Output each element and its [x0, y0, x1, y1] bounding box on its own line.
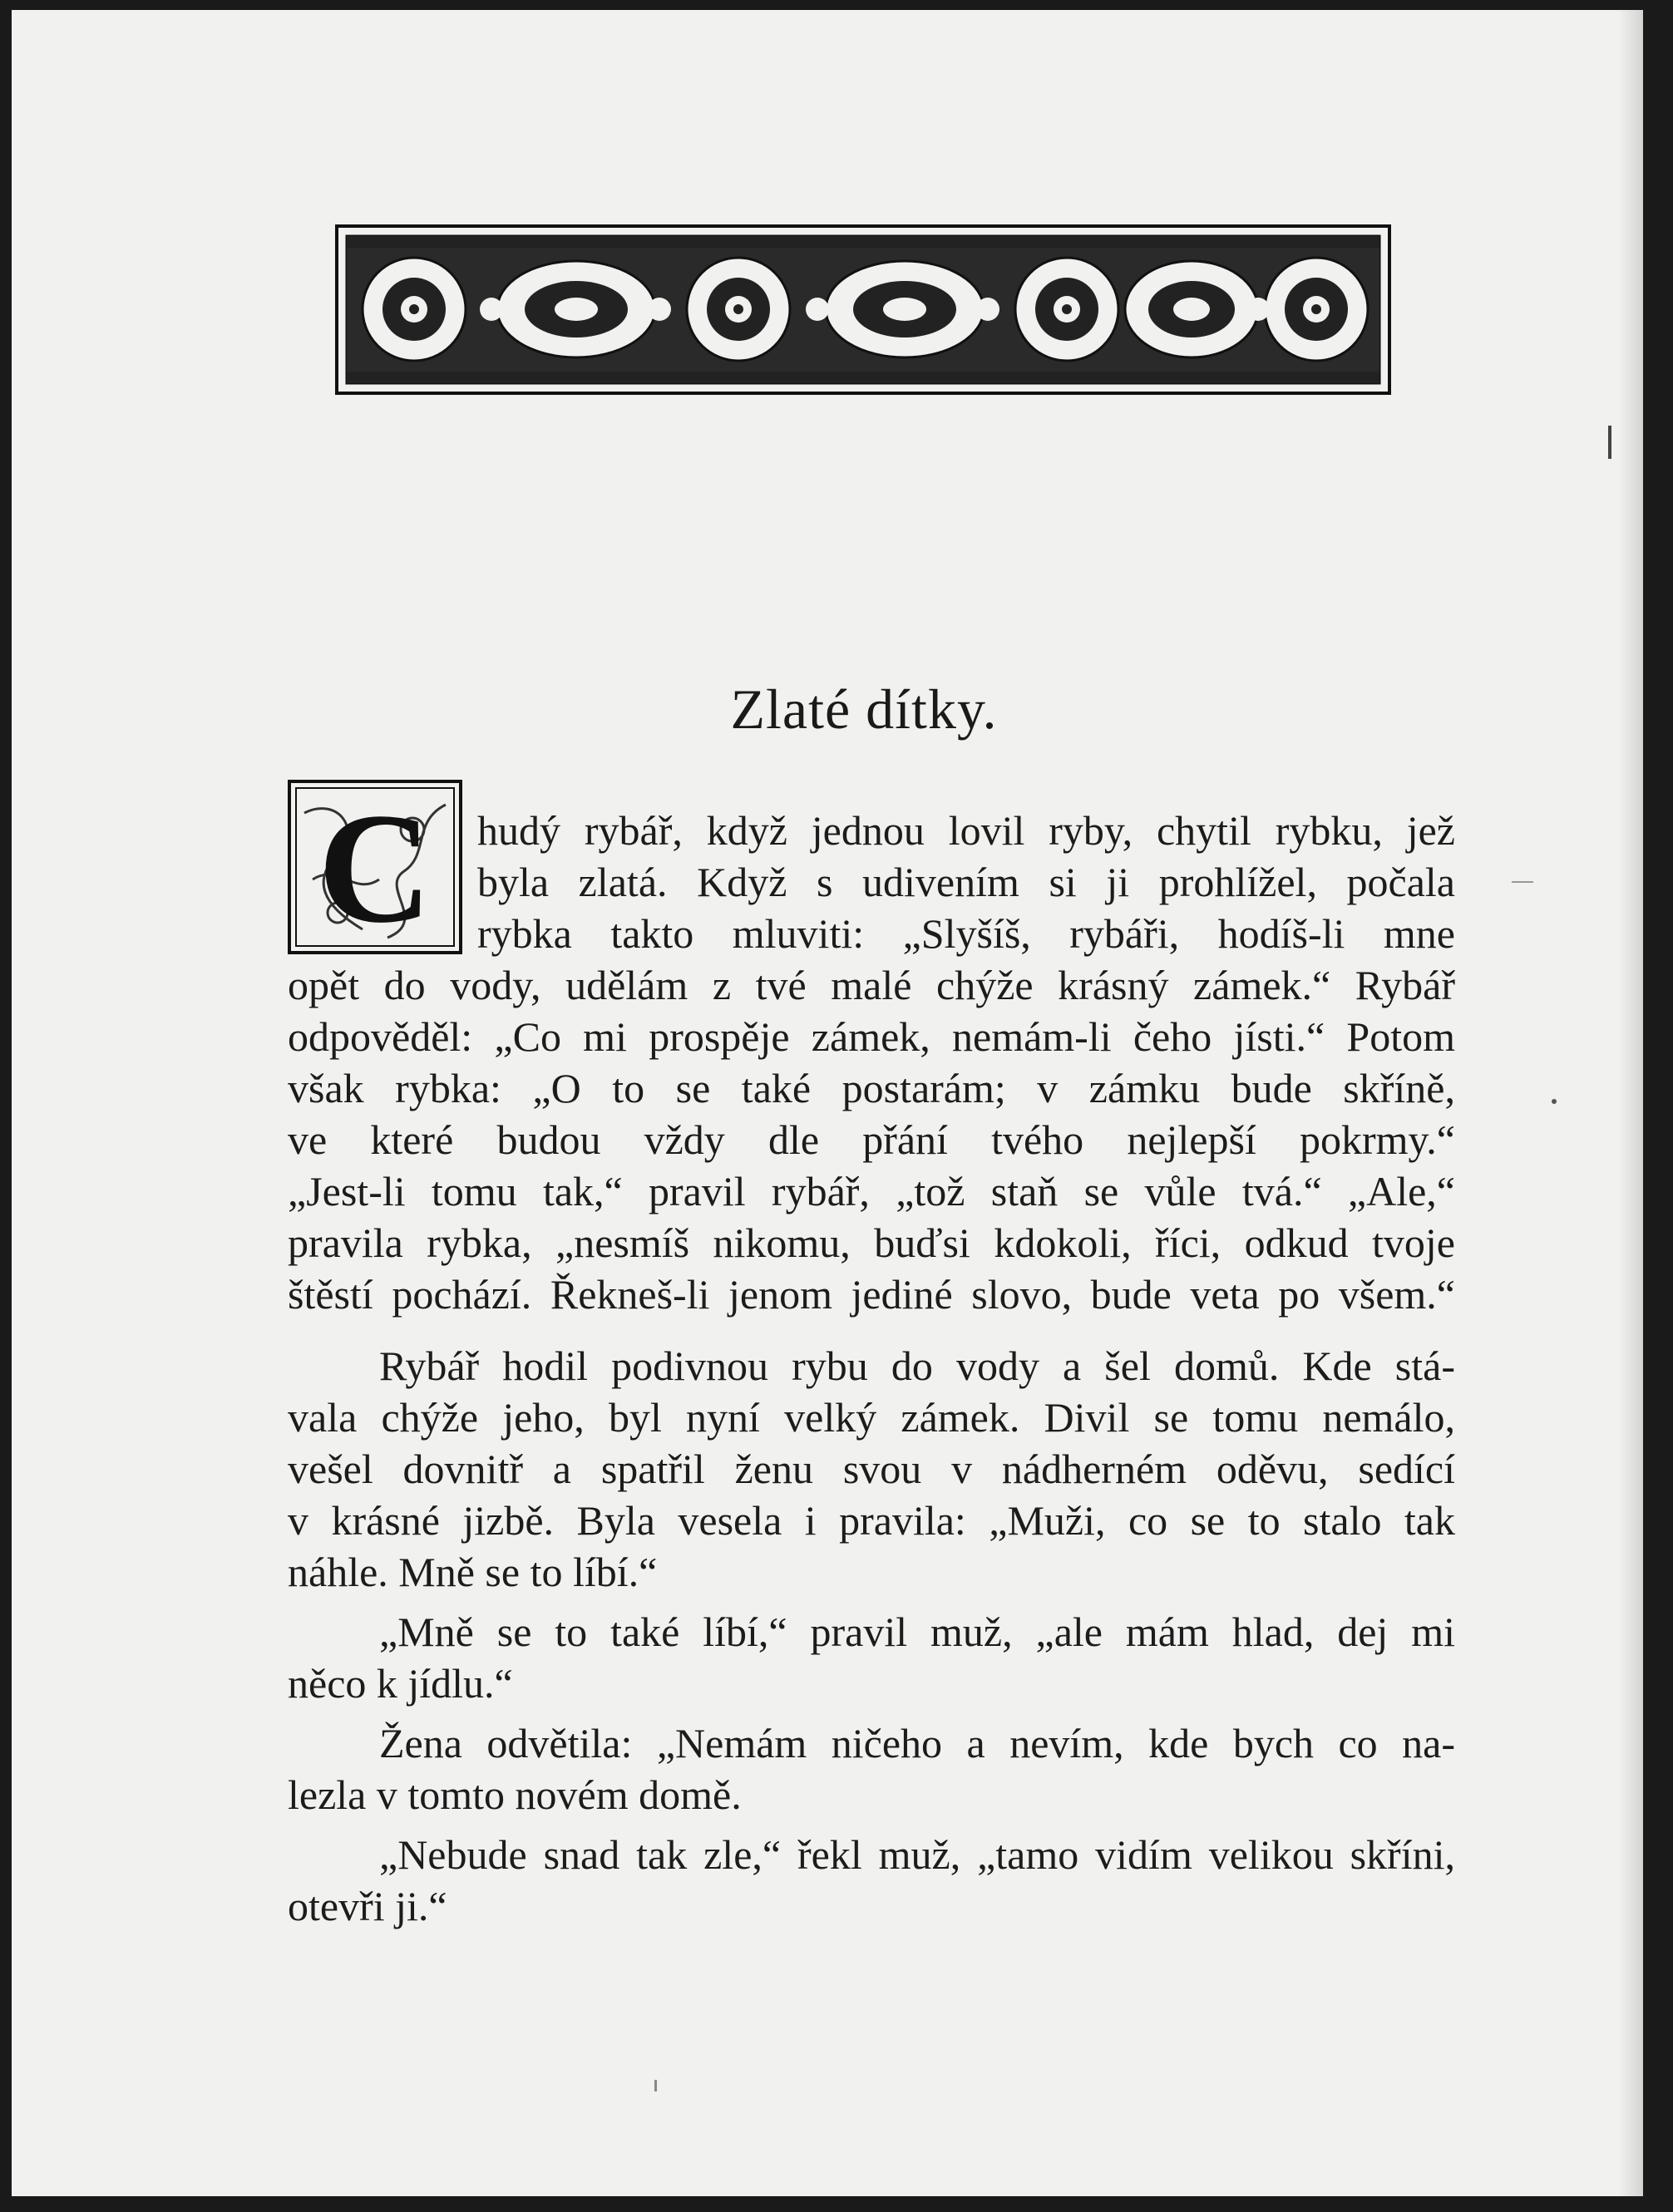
text-line: pravila rybka, „nesmíš nikomu, buďsi kdokoli, říci, odkud tvoje: [288, 1219, 1455, 1266]
text-line: rybka takto mluviti: „Slyšíš, rybáři, hodíš-li mne: [477, 910, 1455, 957]
paragraph-1: [288, 805, 1455, 1320]
text-line: vešel dovnitř a spatřil ženu svou v nádherném oděvu, sedící: [288, 1446, 1455, 1492]
text-line: štěstí pochází. Řekneš-li jenom jediné slovo, bude veta po všem.“: [288, 1271, 1455, 1318]
scan-speck: [1608, 426, 1611, 459]
text-line: však rybka: „O to se také postarám; v zámku bude skříně,: [288, 1065, 1455, 1111]
scan-speck: [1512, 881, 1533, 883]
book-page: [12, 10, 1643, 2196]
text-line: v krásné jizbě. Byla vesela i pravila: „Muži, co se to stalo tak: [288, 1497, 1455, 1544]
text-line: vala chýže jeho, byl nyní velký zámek. Divil se tomu nemálo,: [288, 1394, 1455, 1441]
text-line: Žena odvětila: „Nemám ničeho a nevím, kde bych co na-: [379, 1720, 1455, 1766]
text-line: „Jest-li tomu tak,“ pravil rybář, „tož staň se vůle tvá.“ „Ale,“: [288, 1168, 1455, 1214]
text-line: „Nebude snad tak zle,“ řekl muž, „tamo vidím velikou skříni,: [379, 1831, 1455, 1878]
text-line: hudý rybář, když jednou lovil ryby, chytil rybku, jež: [477, 807, 1455, 854]
paragraph-3: [288, 1606, 1455, 1709]
header-ornament: [335, 224, 1391, 395]
text-line: ve které budou vždy dle přání tvého nejlepší pokrmy.“: [288, 1116, 1455, 1163]
scan-speck: [1552, 1099, 1557, 1104]
text-line: něco k jídlu.“: [288, 1660, 513, 1707]
paragraph-2: [288, 1340, 1455, 1598]
text-line: lezla v tomto novém domě.: [288, 1771, 742, 1818]
page-title: Zlaté dítky.: [730, 677, 998, 741]
text-line: odpověděl: „Co mi prospěje zámek, nemám-li čeho jísti.“ Potom: [288, 1013, 1455, 1060]
text-line: náhle. Mně se to líbí.“: [288, 1549, 658, 1595]
text-line: otevři ji.“: [288, 1883, 447, 1929]
scan-speck: [654, 2080, 657, 2091]
text-line: Rybář hodil podivnou rybu do vody a šel domů. Kde stá-: [379, 1342, 1455, 1389]
drop-cap-letter: C: [318, 781, 432, 954]
text-line: opět do vody, udělám z tvé malé chýže krásný zámek.“ Rybář: [288, 962, 1455, 1008]
text-line: byla zlatá. Když s udivením si ji prohlížel, počala: [477, 859, 1455, 905]
text-line: „Mně se to také líbí,“ pravil muž, „ale mám hlad, dej mi: [379, 1609, 1455, 1655]
page-edge-shadow: [1618, 10, 1643, 2196]
paragraph-5: [288, 1829, 1455, 1932]
paragraph-4: [288, 1717, 1455, 1820]
